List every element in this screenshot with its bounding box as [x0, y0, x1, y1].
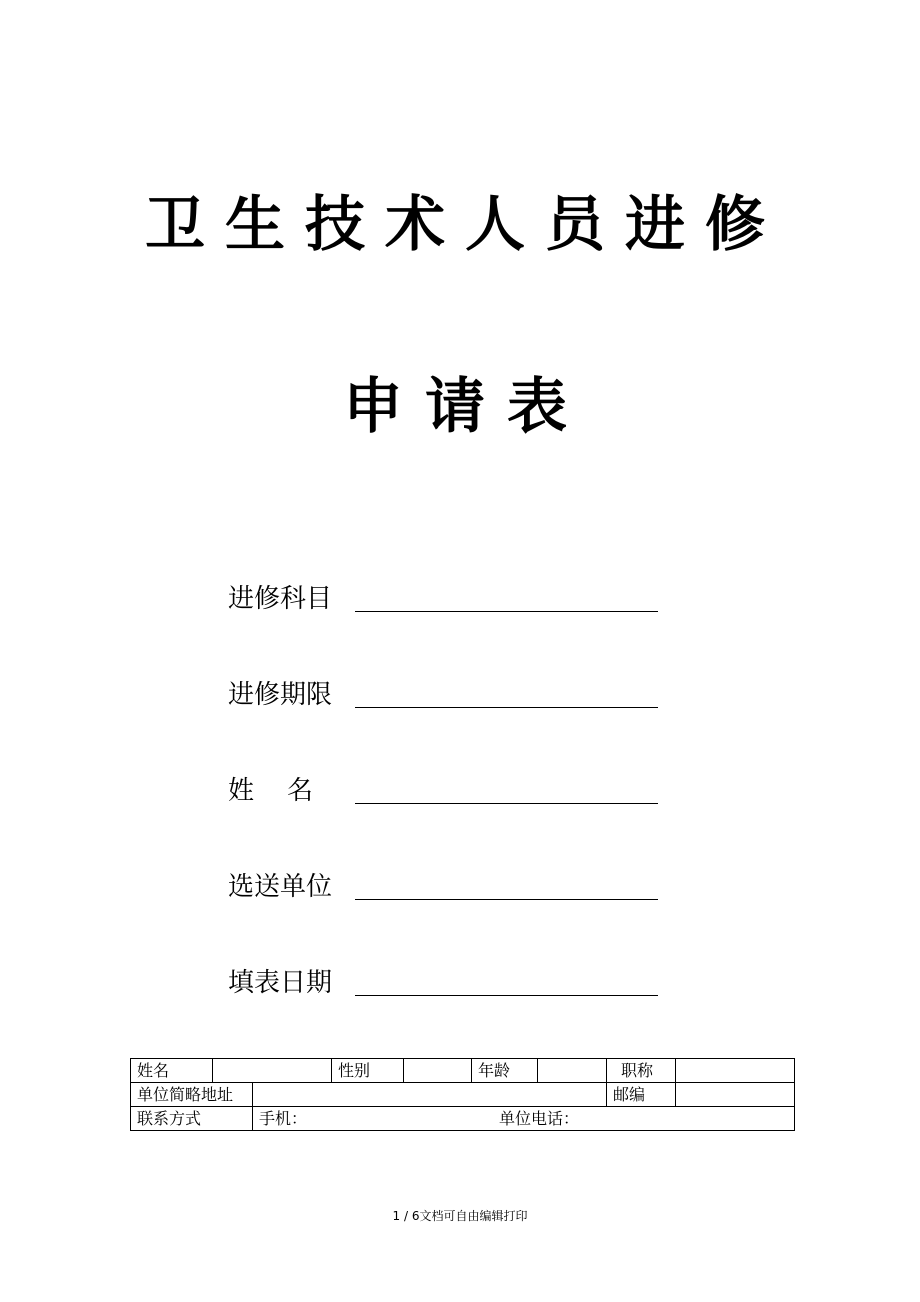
contact-label-cell [131, 1107, 253, 1131]
field-subject-label: 进修科目 [228, 584, 333, 614]
field-unit [228, 866, 668, 906]
job-title-value-cell[interactable] [676, 1059, 795, 1083]
office-phone-label: 单位电话： [499, 1109, 580, 1128]
form-title-line-1: 卫生技术人员进修 [145, 190, 785, 260]
field-period [228, 674, 668, 714]
field-name-blank[interactable] [355, 803, 658, 804]
form-title-line-2: 申请表 [343, 372, 589, 442]
name-label-cell: 姓名 [131, 1059, 213, 1083]
table-row [131, 1107, 795, 1131]
field-unit-blank[interactable] [355, 899, 658, 900]
field-date [228, 962, 668, 1002]
field-name [228, 770, 668, 810]
postcode-label-cell: 邮编 [607, 1083, 676, 1107]
table-row [131, 1083, 795, 1107]
postcode-value-cell[interactable] [676, 1083, 795, 1107]
mobile-label: 手机： [259, 1109, 308, 1128]
field-period-label: 进修期限 [228, 680, 333, 710]
field-subject-blank[interactable] [355, 611, 658, 612]
gender-value-cell[interactable] [404, 1059, 472, 1083]
address-label-cell: 单位简略地址 [131, 1083, 253, 1107]
field-period-blank[interactable] [355, 707, 658, 708]
job-title-label-cell: 职称 [607, 1059, 676, 1083]
address-value-cell[interactable] [253, 1083, 607, 1107]
field-name-label: 姓 名 [228, 776, 314, 806]
field-date-blank[interactable] [355, 995, 658, 996]
page-footer: 1 / 6文档可自由编辑打印 [392, 1209, 528, 1223]
contact-label: 联系方式 [137, 1109, 202, 1128]
age-label-cell: 年龄 [472, 1059, 538, 1083]
applicant-info-table [130, 1058, 795, 1131]
table-row [131, 1059, 795, 1083]
name-value-cell[interactable] [213, 1059, 332, 1083]
field-date-label: 填表日期 [228, 968, 333, 998]
field-subject [228, 578, 668, 618]
contact-value-cell[interactable] [253, 1107, 795, 1131]
gender-label-cell: 性别 [332, 1059, 404, 1083]
age-value-cell[interactable] [538, 1059, 607, 1083]
field-unit-label: 选送单位 [228, 872, 333, 902]
